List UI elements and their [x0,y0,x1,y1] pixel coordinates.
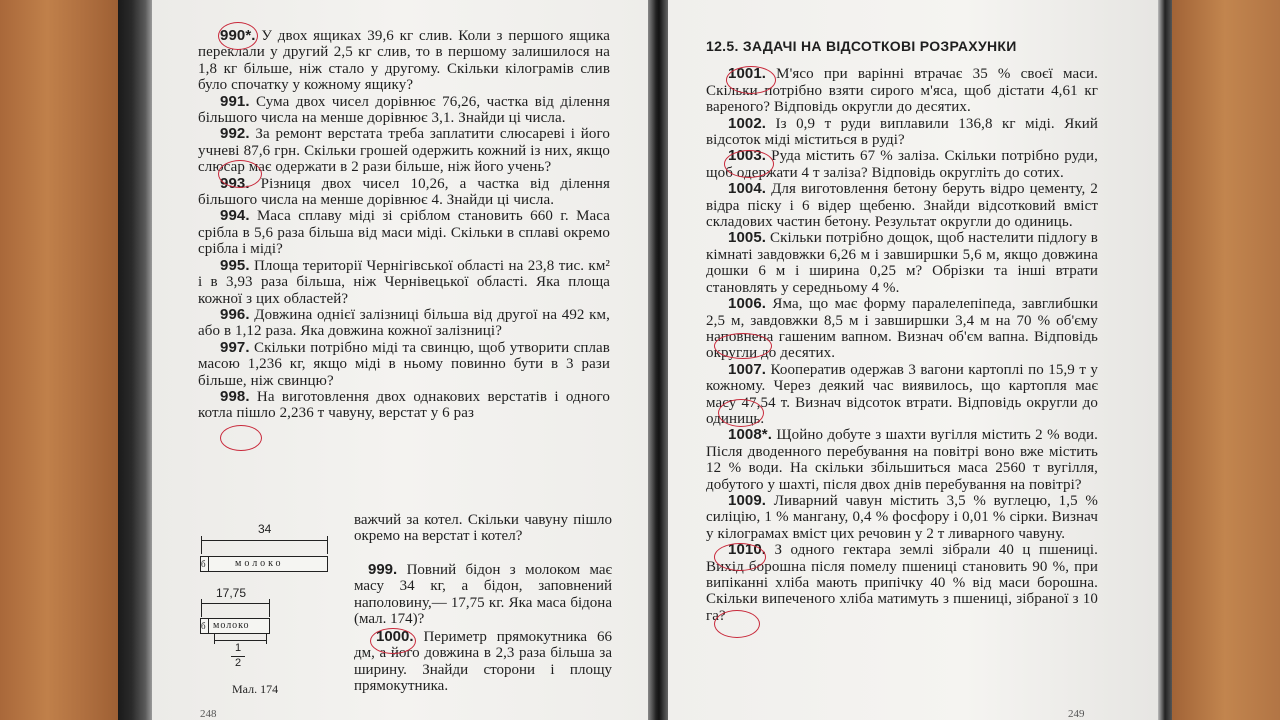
problem-1004: 1004. Для виготовлення бетону беруть відро цементу, 2 відра піску і 6 відер щебеню. Знайди відсотковий вміст складових частин бетону. Результат округли до одиниць. [706,180,1098,231]
left-column [198,28,610,422]
right-column [706,28,1098,624]
dim-label-34: 34 [258,522,272,536]
pen-circle-1000 [370,628,416,654]
problem-1006: 1006. Яма, що має форму паралелепіпеда, завглибшки 2,5 м, завдовжки 8,5 м і завширшки 3,4 м на 70 % об'єму наповнена гашеним вапном. Визнач об'єм вапна. Відповідь округли до десятих. [706,295,1098,362]
problem-1008: 1008*. Щойно добуте з шахти вугілля містить 2 % води. Після дводенного перебування на повітрі воно вже містить 12 % води. На скільки збільшиться маса 2560 т вугілля, добутого у шахті, після двох днів перебування на повітрі? [706,426,1098,493]
problem-1009: 1009. Ливарний чавун містить 3,5 % вуглецю, 1,5 % силіцію, 1 % мангану, 0,4 % фосфору і 0,01 % сірки. Визнач у кілограмах вміст цих речовин у 2 т ливарного чавуну. [706,491,1098,542]
problem-998-continuation: важчий за котел. Скільки чавуну пішло окремо на верстат і котел? [354,512,612,545]
can-cell [201,557,209,571]
dim-line-1 [201,540,327,541]
pen-circle-1003 [724,150,774,178]
tick [201,536,202,554]
wood-table-right [1170,0,1280,720]
pen-circle-1007 [718,399,764,427]
problem-1001: 1001. М'ясо при варінні втрачає 35 % своєї маси. Скільки потрібно взяти сирого м'яса, щоб дістати 4,61 кг вареного? Відповідь округли до десятих. [706,65,1098,116]
page-edge-shadow [118,0,152,720]
bar1-label: молоко [235,558,284,569]
problem-992: 992. За ремонт верстата треба заплатити слюсареві і його учневі 87,6 грн. Скільки грошей одержить кожний із них, якщо слюсар має одержати в 2 рази більше, ніж його учень? [198,125,610,176]
book-gutter [648,0,668,720]
problem-1010: 1010. З одного гектара землі зібрали 40 ц пшениці. Вихід борошна після помелу пшениці становить 90 %, при випіканні хліба мають припічку 40 % від маси борошна. Скільки випеченого хліба матимуть з пшениці, зібраної з 10 га? [706,541,1098,624]
problem-997: 997. Скільки потрібно міді та свинцю, щоб утворити сплав масою 1,236 кг, якщо міді в ньому повинно бути в 3 рази більше, ніж свинцю? [198,338,610,389]
can-cell-label: б [201,559,206,569]
tick [266,634,267,644]
pen-circle-997 [220,425,262,451]
tick [269,599,270,617]
left-page-number: 248 [200,708,217,720]
pen-circle-1006 [714,333,772,359]
tick [214,634,215,644]
problem-993: 993. Різниця двох чисел 10,26, а частка від ділення більшого числа на менше дорівнює 4. Знайди ці числа. [198,174,610,209]
tick [201,599,202,617]
problem-1007: 1007. Кооператив одержав 3 вагони картоплі по 15,9 т у кожному. Через деякий час виявилось, що картопля має масу 47,54 т. Визнач відсоток втрати. Відповідь округли до одиниць. [706,360,1099,427]
problem-1005: 1005. Скільки потрібно дощок, щоб настелити підлогу в кімнаті завдовжки 6,26 м і завширшки 5,6 м, якщо довжина дошки 6 м і ширина 0,25 м? Обрізки та інші втрати становлять у середньому 4 %. [706,229,1098,296]
wood-table-left [0,0,118,720]
problem-991: 991. Сума двох чисел дорівнює 76,26, частка від ділення більшого числа на менше дорівнює 3,1. Знайди ці числа. [198,92,610,127]
problem-990: 990*. У двох ящиках 39,6 кг слив. Коли з першого ящика переклали у другий 2,5 кг слив, то в першому залишилося на 1,8 кг більше, ніж стало у другому. Скільки кілограмів слив було спочатку у кожному ящику? [198,27,610,94]
bar2-label: молоко [213,620,250,631]
fraction-numerator: 1 [235,642,242,654]
right-page-number: 249 [1068,708,1085,720]
problem-1000: 1000. Периметр прямокутника 66 дм, а його довжина в 2,3 раза більша за ширину. Знайди сторони і площу прямокутника. [354,628,612,695]
can-cell-label: б [201,621,206,631]
problem-998: 998. На виготовлення двох однакових верстатів і одного котла пішло 2,236 т чавуну, верстат у 6 раз [198,387,610,422]
tick [327,536,328,554]
pen-circle-1009 [714,543,766,571]
right-page-edge [1158,0,1172,720]
pen-circle-990 [218,22,258,50]
problem-995: 995. Площа території Чернігівської області на 23,8 тис. км² і в 3,93 раза більша, ніж Чернівецької області. Яка площа кожної з цих областей? [198,256,611,307]
can-cell [201,619,209,633]
problem-1003: 1003. Руда містить 67 % заліза. Скільки потрібно руди, щоб одержати 4 т заліза? Відповідь округліть до сотих. [706,147,1098,181]
figure-caption: Мал. 174 [232,682,279,696]
pen-circle-1010 [714,610,760,638]
dim-label-17-75: 17,75 [216,586,247,600]
milk-bar-half [200,618,270,634]
problem-994: 994. Маса сплаву міді зі сріблом становить 660 г. Маса срібла в 5,6 раза більша від маси міді. Скільки в сплаві окремо срібла і міді? [198,207,610,258]
pen-circle-1001 [726,66,776,94]
dim-line-2 [201,603,269,604]
dim-line-half [214,640,266,641]
problem-999: 999. Повний бідон з молоком має масу 34 кг, а бідон, заповнений наполовину,— 17,75 кг. Яка маса бідона (мал. 174)? [354,561,612,628]
section-title: 12.5. ЗАДАЧІ НА ВІДСОТКОВІ РОЗРАХУНКИ [706,38,1017,54]
problem-996: 996. Довжина однієї залізниці більша від другої на 492 км, або в 1,12 раза. Яка довжина кожної залізниці? [198,305,610,340]
problem-1002: 1002. Із 0,9 т руди виплавили 136,8 кг міді. Який відсоток міді міститься в руді? [706,114,1098,149]
milk-bar-full [200,556,328,572]
pen-circle-992 [218,160,262,188]
fraction-denominator: 2 [235,657,242,669]
